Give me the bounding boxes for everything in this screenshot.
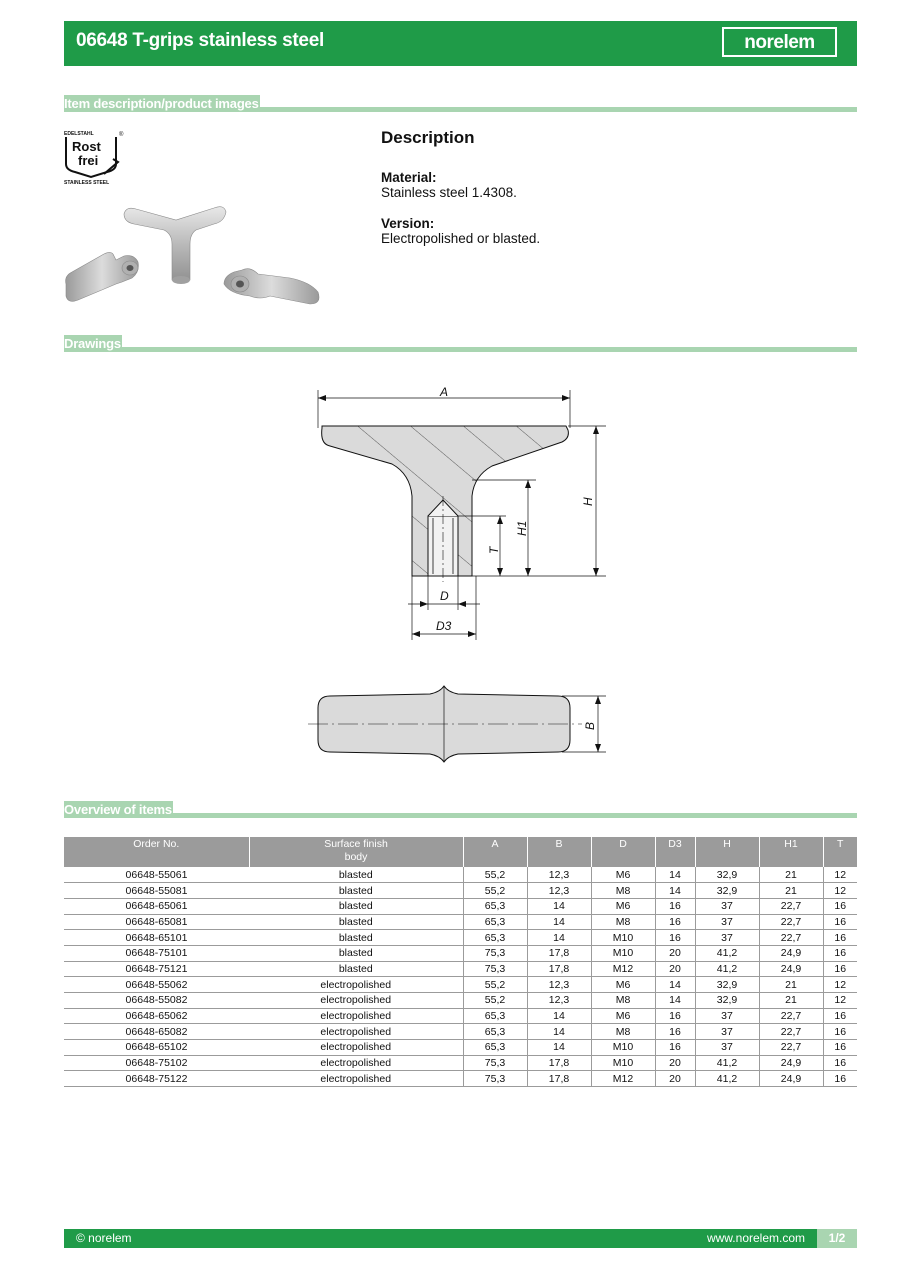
table-cell: 75,3 <box>463 961 527 977</box>
table-cell: 17,8 <box>527 961 591 977</box>
dim-h1-label: H1 <box>515 520 529 536</box>
table-cell: 22,7 <box>759 914 823 930</box>
description-block <box>381 128 801 262</box>
table-cell: 17,8 <box>527 1055 591 1071</box>
dim-d-label: D <box>440 589 449 603</box>
table-cell: 12 <box>823 977 857 993</box>
table-cell: M8 <box>591 883 655 899</box>
dim-h-label: H <box>581 497 595 506</box>
table-cell: M10 <box>591 1055 655 1071</box>
table-row <box>64 930 857 946</box>
material-value: Stainless steel 1.4308. <box>381 185 517 200</box>
table-cell: 22,7 <box>759 898 823 914</box>
table-cell: 12,3 <box>527 977 591 993</box>
badge-bottom-text: STAINLESS STEEL <box>64 180 110 186</box>
table-cell: 17,8 <box>527 1071 591 1087</box>
table-cell: 16 <box>823 1055 857 1071</box>
table-cell: 12 <box>823 993 857 1009</box>
table-cell: blasted <box>249 945 463 961</box>
section-drawings <box>64 332 857 352</box>
col-d3: D3 <box>655 837 695 867</box>
table-cell: 65,3 <box>463 930 527 946</box>
table-cell: 16 <box>823 1071 857 1087</box>
table-row <box>64 993 857 1009</box>
col-body-label: body <box>344 851 368 863</box>
table-cell: 22,7 <box>759 1040 823 1056</box>
col-t: T <box>823 837 857 867</box>
table-row <box>64 1024 857 1040</box>
table-cell: 06648-75101 <box>64 945 249 961</box>
table-cell: blasted <box>249 883 463 899</box>
table-cell: 14 <box>655 867 695 883</box>
page-number: 1/2 <box>817 1229 857 1248</box>
table-cell: 14 <box>655 883 695 899</box>
table-cell: 16 <box>823 945 857 961</box>
description-heading: Description <box>381 128 475 147</box>
table-cell: 06648-65082 <box>64 1024 249 1040</box>
table-cell: 24,9 <box>759 1055 823 1071</box>
table-cell: 12,3 <box>527 883 591 899</box>
table-cell: 41,2 <box>695 1071 759 1087</box>
col-d: D <box>591 837 655 867</box>
table-cell: 16 <box>823 1040 857 1056</box>
table-header-row <box>64 837 857 867</box>
table-body <box>64 867 857 1087</box>
table-cell: electropolished <box>249 1024 463 1040</box>
table-cell: 06648-65061 <box>64 898 249 914</box>
logo-text: norelem <box>744 32 815 53</box>
table-cell: 06648-55061 <box>64 867 249 883</box>
table-row <box>64 961 857 977</box>
section-item-description <box>64 92 857 112</box>
table-cell: blasted <box>249 867 463 883</box>
table-cell: 16 <box>655 1008 695 1024</box>
table-cell: 21 <box>759 993 823 1009</box>
table-cell: 06648-75102 <box>64 1055 249 1071</box>
version-label: Version: <box>381 216 435 231</box>
table-cell: M10 <box>591 945 655 961</box>
section-drawings-label: Drawings <box>64 336 121 351</box>
table-cell: 06648-75122 <box>64 1071 249 1087</box>
dim-d3-label: D3 <box>436 619 452 633</box>
table-cell: 16 <box>823 930 857 946</box>
col-surface-finish-label: Surface finish <box>324 838 388 850</box>
col-h: H <box>695 837 759 867</box>
dim-b-label: B <box>583 721 597 730</box>
table-cell: M6 <box>591 1008 655 1024</box>
table-cell: 17,8 <box>527 945 591 961</box>
table-row <box>64 914 857 930</box>
table-cell: blasted <box>249 898 463 914</box>
table-cell: 06648-55062 <box>64 977 249 993</box>
table-row <box>64 1071 857 1087</box>
table-cell: 14 <box>527 1040 591 1056</box>
table-cell: 37 <box>695 1024 759 1040</box>
table-cell: 14 <box>655 977 695 993</box>
section-overview <box>64 798 857 818</box>
table-cell: 22,7 <box>759 1024 823 1040</box>
table-cell: 16 <box>655 898 695 914</box>
table-cell: electropolished <box>249 1008 463 1024</box>
table-row <box>64 1040 857 1056</box>
table-cell: 14 <box>527 1024 591 1040</box>
table-cell: 20 <box>655 945 695 961</box>
product-image <box>64 200 322 310</box>
header-bar <box>64 21 857 66</box>
table-cell: 32,9 <box>695 977 759 993</box>
table-cell: 21 <box>759 867 823 883</box>
table-cell: M6 <box>591 977 655 993</box>
table-cell: 65,3 <box>463 914 527 930</box>
table-row <box>64 883 857 899</box>
table-cell: 16 <box>655 1024 695 1040</box>
table-cell: electropolished <box>249 1040 463 1056</box>
version-value: Electropolished or blasted. <box>381 231 541 246</box>
table-cell: 55,2 <box>463 883 527 899</box>
table-cell: 65,3 <box>463 1008 527 1024</box>
table-cell: 06648-55081 <box>64 883 249 899</box>
table-row <box>64 945 857 961</box>
table-cell: 32,9 <box>695 867 759 883</box>
table-cell: 21 <box>759 883 823 899</box>
table-cell: 14 <box>655 993 695 1009</box>
table-cell: M12 <box>591 1071 655 1087</box>
col-a: A <box>463 837 527 867</box>
table-cell: blasted <box>249 914 463 930</box>
table-cell: 65,3 <box>463 1040 527 1056</box>
table-cell: M8 <box>591 914 655 930</box>
col-surface-finish <box>249 837 463 867</box>
table-cell: blasted <box>249 930 463 946</box>
table-cell: 41,2 <box>695 945 759 961</box>
section-item-description-label: Item description/product images <box>64 96 259 111</box>
footer-url[interactable]: www.norelem.com <box>706 1231 805 1245</box>
table-cell: 24,9 <box>759 945 823 961</box>
table-cell: 41,2 <box>695 961 759 977</box>
table-cell: 55,2 <box>463 993 527 1009</box>
badge-top-text: EDELSTAHL <box>64 131 94 137</box>
table-cell: 37 <box>695 1008 759 1024</box>
table-cell: 06648-65081 <box>64 914 249 930</box>
table-cell: M6 <box>591 867 655 883</box>
table-row <box>64 1055 857 1071</box>
table-cell: 06648-65102 <box>64 1040 249 1056</box>
table-cell: 65,3 <box>463 898 527 914</box>
table-cell: 22,7 <box>759 1008 823 1024</box>
table-cell: 14 <box>527 930 591 946</box>
table-cell: electropolished <box>249 1055 463 1071</box>
badge-reg-text: ® <box>119 132 124 138</box>
table-cell: 16 <box>655 930 695 946</box>
table-cell: M10 <box>591 930 655 946</box>
rost-frei-badge-icon <box>63 128 125 186</box>
table-cell: 37 <box>695 898 759 914</box>
table-cell: 20 <box>655 1055 695 1071</box>
table-cell: 06648-75121 <box>64 961 249 977</box>
items-table <box>64 837 857 1087</box>
table-cell: M8 <box>591 1024 655 1040</box>
table-cell: 37 <box>695 914 759 930</box>
table-cell: 16 <box>823 914 857 930</box>
table-cell: blasted <box>249 961 463 977</box>
table-cell: 37 <box>695 930 759 946</box>
table-cell: M8 <box>591 993 655 1009</box>
table-cell: 12,3 <box>527 993 591 1009</box>
table-cell: 14 <box>527 898 591 914</box>
table-cell: M10 <box>591 1040 655 1056</box>
footer-copyright: © norelem <box>76 1231 132 1245</box>
col-order-no: Order No. <box>64 837 249 867</box>
table-cell: M12 <box>591 961 655 977</box>
badge-line2-text: frei <box>78 153 99 168</box>
table-cell: 06648-65101 <box>64 930 249 946</box>
table-cell: 14 <box>527 1008 591 1024</box>
table-cell: electropolished <box>249 1071 463 1087</box>
table-cell: 75,3 <box>463 945 527 961</box>
table-row <box>64 867 857 883</box>
table-cell: 75,3 <box>463 1055 527 1071</box>
badge-line1-text: Rost <box>72 139 101 154</box>
footer-bar <box>64 1229 857 1248</box>
table-cell: 16 <box>823 1008 857 1024</box>
section-overview-label: Overview of items <box>64 802 172 817</box>
table-cell: 20 <box>655 961 695 977</box>
norelem-logo <box>722 27 837 57</box>
table-cell: 12 <box>823 867 857 883</box>
table-cell: 32,9 <box>695 883 759 899</box>
material-label: Material: <box>381 170 437 185</box>
table-cell: M6 <box>591 898 655 914</box>
col-h1: H1 <box>759 837 823 867</box>
table-cell: 16 <box>655 1040 695 1056</box>
table-cell: electropolished <box>249 993 463 1009</box>
table-cell: 16 <box>823 898 857 914</box>
table-cell: 06648-55082 <box>64 993 249 1009</box>
table-cell: electropolished <box>249 977 463 993</box>
dim-a-label: A <box>440 385 449 399</box>
table-cell: 16 <box>823 1024 857 1040</box>
table-cell: 37 <box>695 1040 759 1056</box>
table-cell: 65,3 <box>463 1024 527 1040</box>
col-b: B <box>527 837 591 867</box>
table-cell: 12 <box>823 883 857 899</box>
table-cell: 21 <box>759 977 823 993</box>
dim-t-label: T <box>487 546 501 554</box>
table-row <box>64 898 857 914</box>
table-cell: 22,7 <box>759 930 823 946</box>
table-cell: 12,3 <box>527 867 591 883</box>
table-cell: 75,3 <box>463 1071 527 1087</box>
table-cell: 24,9 <box>759 961 823 977</box>
table-cell: 24,9 <box>759 1071 823 1087</box>
table-cell: 55,2 <box>463 867 527 883</box>
table-cell: 16 <box>655 914 695 930</box>
table-cell: 20 <box>655 1071 695 1087</box>
table-cell: 55,2 <box>463 977 527 993</box>
table-row <box>64 1008 857 1024</box>
table-cell: 16 <box>823 961 857 977</box>
page-title: 06648 T-grips stainless steel <box>76 30 324 51</box>
table-cell: 41,2 <box>695 1055 759 1071</box>
table-cell: 32,9 <box>695 993 759 1009</box>
table-row <box>64 977 857 993</box>
technical-drawing <box>300 378 620 770</box>
table-cell: 14 <box>527 914 591 930</box>
table-cell: 06648-65062 <box>64 1008 249 1024</box>
